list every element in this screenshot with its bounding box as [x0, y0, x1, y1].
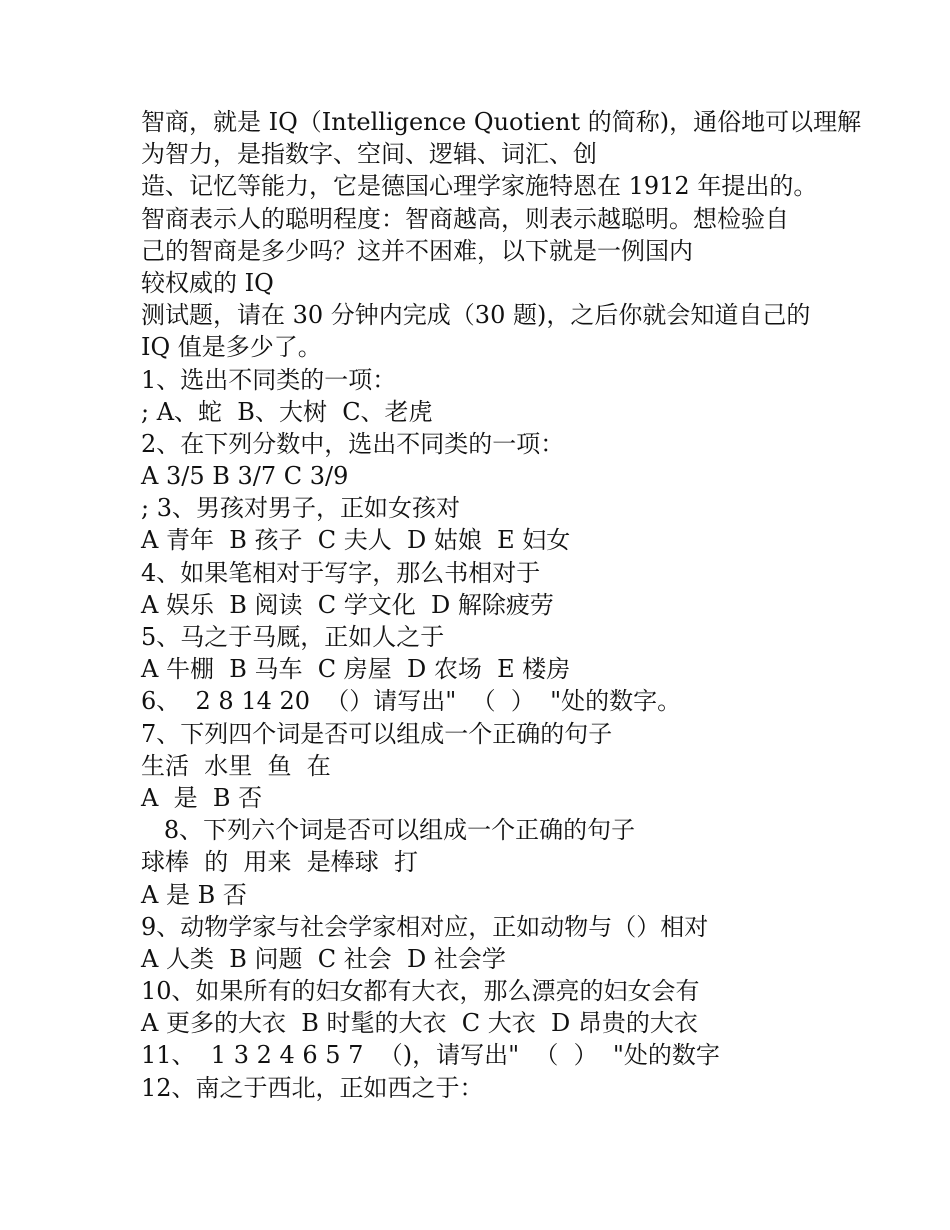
question-9-options: A 人类 B 问题 C 社会 D 社会学: [141, 944, 506, 973]
question-5-options: A 牛棚 B 马车 C 房屋 D 农场 E 楼房: [141, 655, 571, 684]
text-line-4: 智商表示人的聪明程度：智商越高，则表示越聪明。想检验自: [141, 204, 789, 233]
question-5: 5、马之于马厩，正如人之于: [141, 623, 445, 651]
question-2-options: A 3/5 B 3/7 C 3/9: [141, 462, 349, 491]
text-line-6: 较权威的 IQ: [141, 268, 274, 297]
text-line-8: IQ 值是多少了。: [141, 333, 322, 362]
question-12: 12、南之于西北，正如西之于：: [141, 1073, 484, 1102]
question-10: 10、如果所有的妇女都有大衣，那么漂亮的妇女会有: [141, 977, 700, 1006]
text-line-7: 测试题，请在 30 分钟内完成（30 题)，之后你就会知道自己的: [141, 301, 811, 330]
question-4-options: A 娱乐 B 阅读 C 学文化 D 解除疲劳: [141, 590, 554, 619]
question-3: ; 3、男孩对男子，正如女孩对: [141, 494, 460, 523]
question-9: 9、动物学家与社会学家相对应，正如动物与（）相对: [141, 912, 709, 941]
question-2: 2、在下列分数中，选出不同类的一项：: [141, 429, 565, 458]
text-line-2: 为智力，是指数字、空间、逻辑、词汇、创: [141, 140, 597, 169]
question-8-options: A 是 B 否: [141, 880, 247, 909]
question-6: 6、 2 8 14 20 （）请写出" （ ） "处的数字。: [141, 687, 682, 716]
text-line-5: 己的智商是多少吗？这并不困难，以下就是一例国内: [141, 236, 693, 265]
question-4: 4、如果笔相对于写字，那么书相对于: [141, 558, 541, 587]
question-1-options: ; A、蛇 B、大树 C、老虎: [141, 397, 433, 426]
question-7-options: A 是 B 否: [141, 783, 263, 812]
text-line-3: 造、记忆等能力，它是德国心理学家施特恩在 1912 年提出的。: [141, 172, 818, 201]
question-7-words: 生活 水里 鱼 在: [141, 751, 331, 780]
question-1: 1、选出不同类的一项：: [141, 365, 397, 394]
question-8-words: 球棒 的 用来 是棒球 打: [141, 848, 419, 877]
question-7: 7、下列四个词是否可以组成一个正确的句子: [141, 719, 613, 748]
text-line-1: 智商，就是 IQ（Intelligence Quotient 的简称)，通俗地可以理解: [141, 108, 862, 136]
question-11: 11、 1 3 2 4 6 5 7 （)，请写出" （ ） "处的数字: [141, 1041, 720, 1070]
question-10-options: A 更多的大衣 B 时髦的大衣 C 大衣 D 昂贵的大衣: [141, 1009, 698, 1038]
document-body: [141, 106, 862, 1104]
question-3-options: A 青年 B 孩子 C 夫人 D 姑娘 E 妇女: [141, 526, 571, 555]
question-8: 8、下列六个词是否可以组成一个正确的句子: [141, 816, 636, 845]
